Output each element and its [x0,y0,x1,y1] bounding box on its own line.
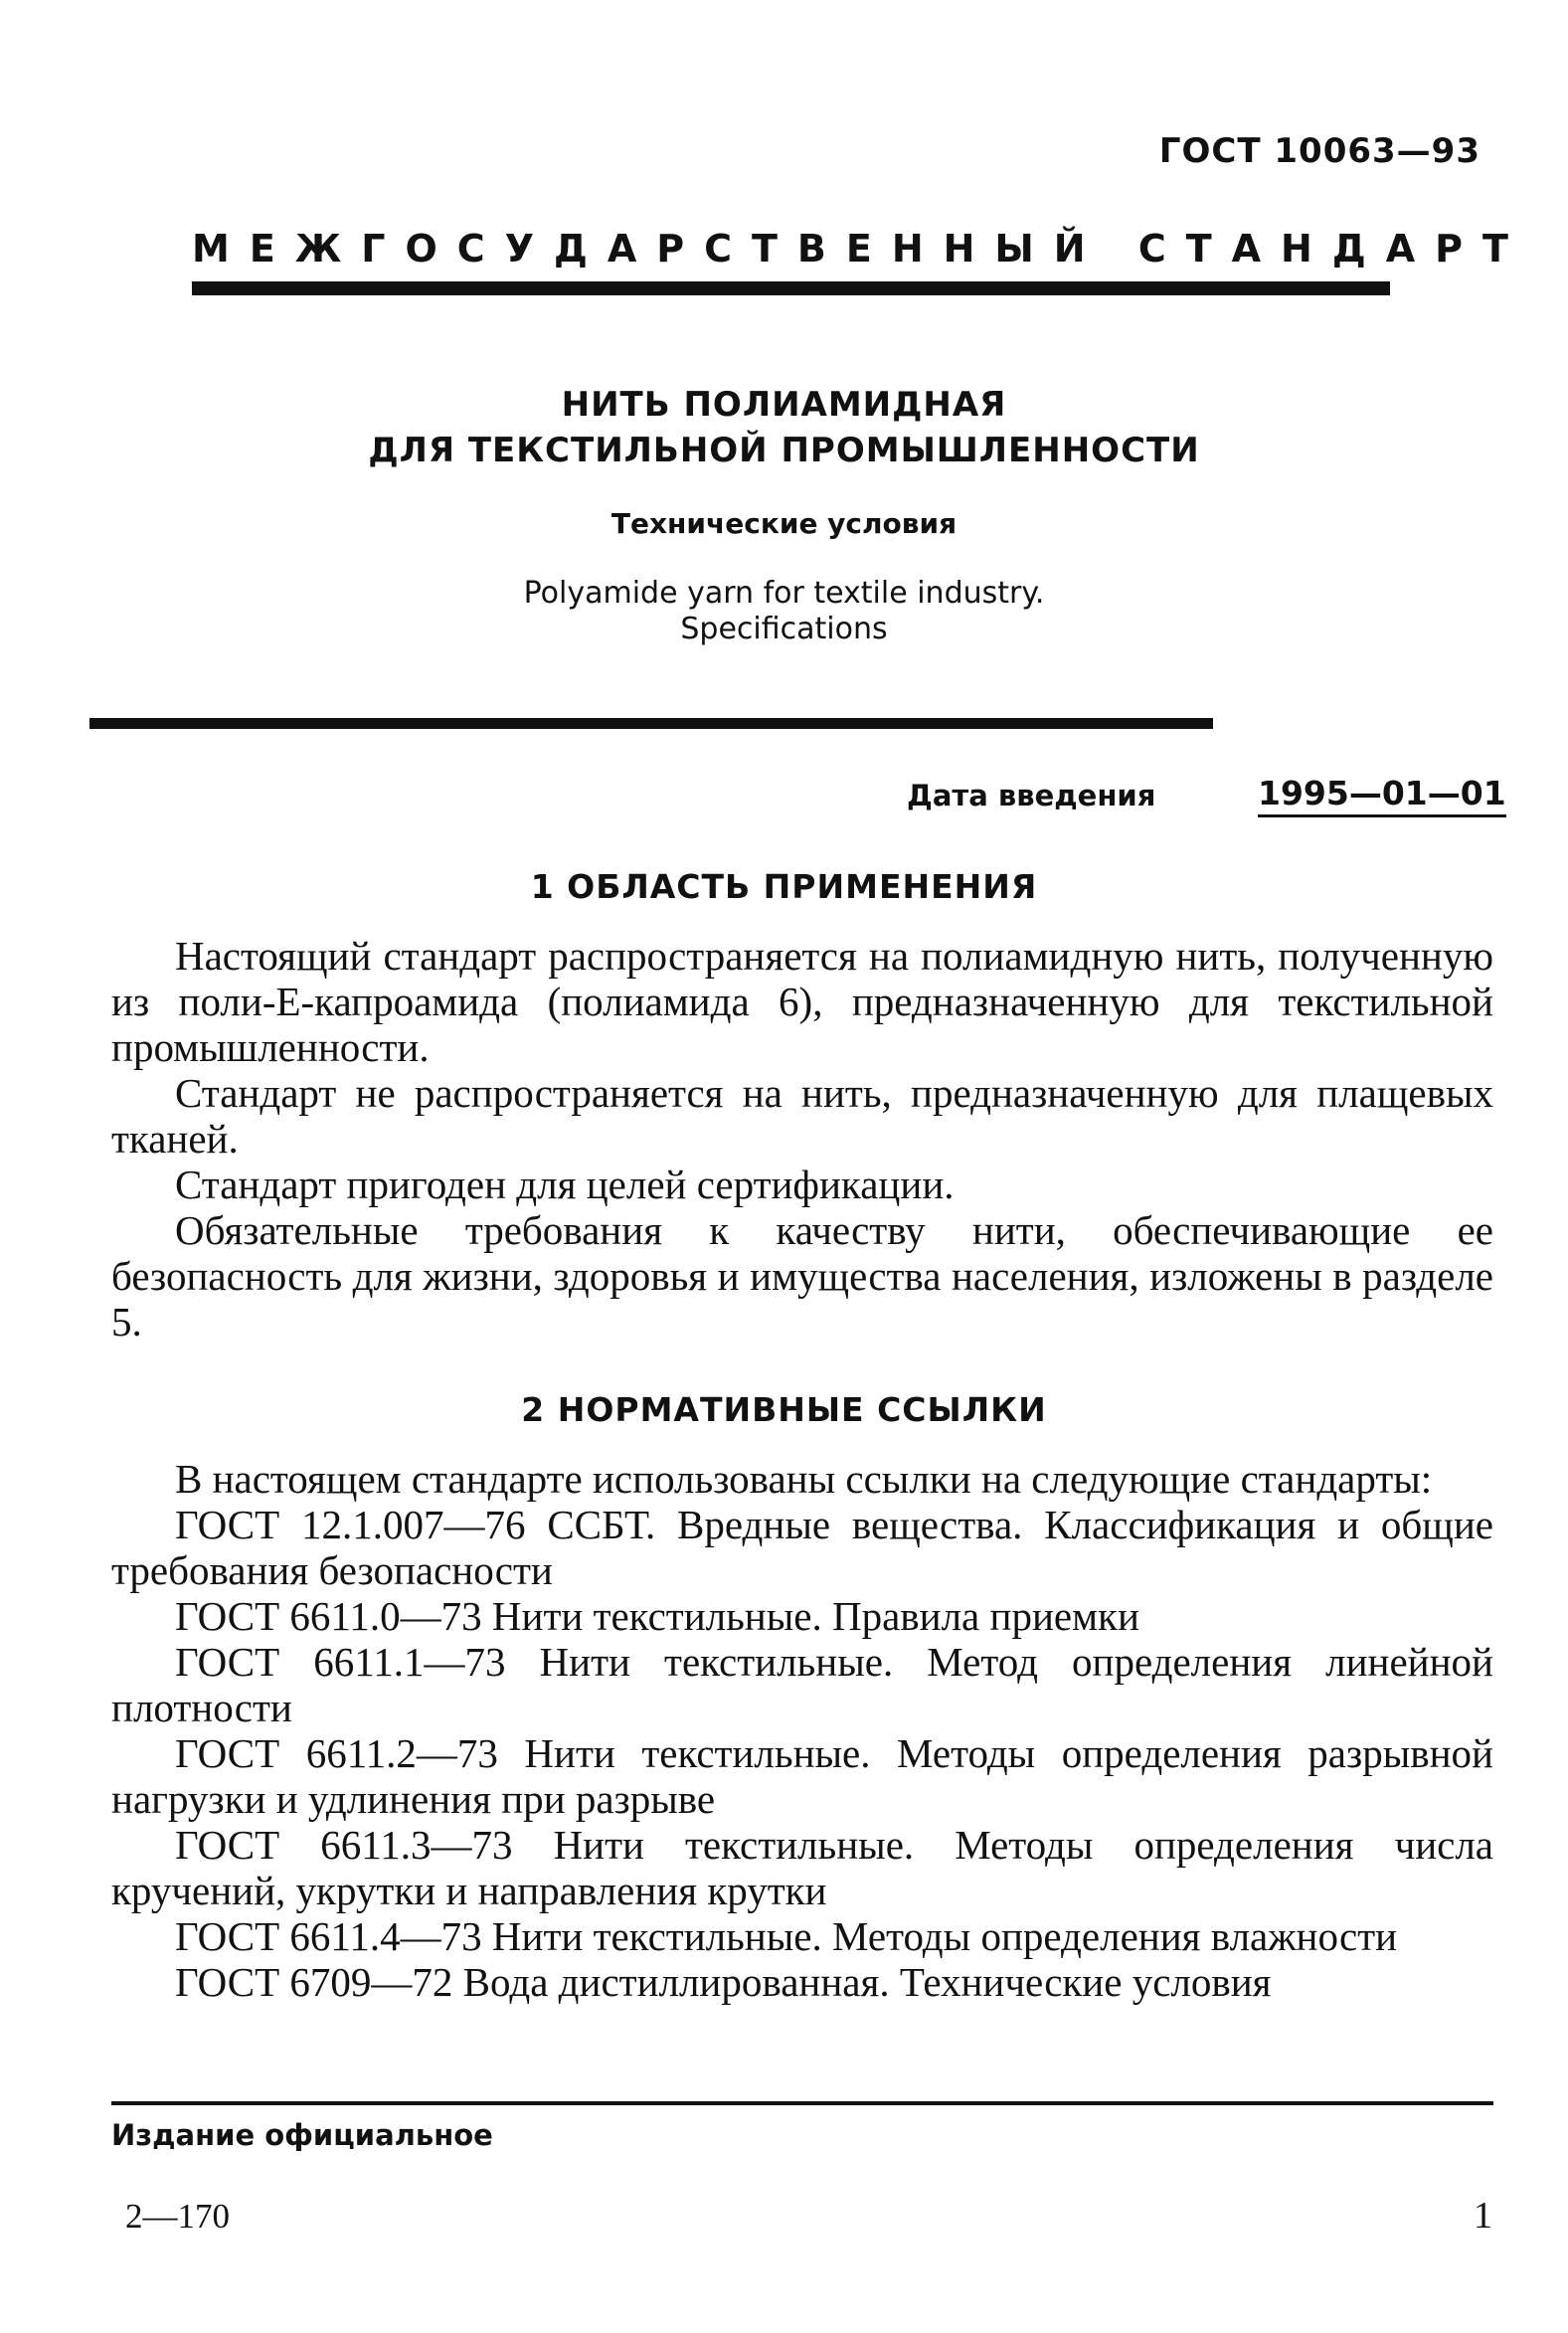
reference-entry: ГОСТ 6611.3—73 Нити текстильные. Методы определения числа кручений, укрутки и направления крутки [111,1822,1493,1913]
reference-entry: ГОСТ 6709—72 Вода дистиллированная. Технические условия [175,1959,1272,2005]
title-line-1: НИТЬ ПОЛИАМИДНАЯ [561,385,1007,425]
document-number: ГОСТ 10063—93 [1158,131,1481,171]
paragraph: Стандарт пригоден для целей сертификации. [175,1162,955,1207]
english-title-line-1: Polyamide yarn for textile industry. [523,576,1045,611]
reference-entry: ГОСТ 12.1.007—76 ССБТ. Вредные вещества. Классификация и общие требования безопасности [111,1502,1493,1593]
intro-date-label: Дата введения [907,779,1156,812]
english-title [0,576,1568,647]
reference-entry: ГОСТ 6611.2—73 Нити текстильные. Методы определения разрывной нагрузки и удлинения при разрыве [111,1730,1493,1822]
reference-entry: ГОСТ 6611.1—73 Нити текстильные. Метод определения линейной плотности [111,1639,1493,1730]
section-1-body [111,933,1493,1345]
standard-type-banner: МЕЖГОСУДАРСТВЕННЫЙ СТАНДАРТ [192,227,1528,270]
paragraph: В настоящем стандарте использованы ссылки на следующие стандарты: [175,1456,1433,1502]
title-rule-divider [89,718,1213,729]
paragraph: Стандарт не распространяется на нить, предназначенную для плащевых тканей. [111,1070,1493,1162]
section-2-body [111,1456,1493,2005]
paragraph: Настоящий стандарт распространяется на полиамидную нить, полученную из поли-Е-капроамида (полиамида 6), предназначенную для текстильной промышленности. [111,933,1493,1070]
page-number: 1 [1474,2195,1492,2237]
intro-date-value: 1995—01—01 [1258,774,1506,817]
footer-rule-divider [111,2101,1493,2105]
section-2-heading: 2 НОРМАТИВНЫЕ ССЫЛКИ [521,1390,1047,1429]
print-code: 2—170 [125,2197,230,2236]
reference-entry: ГОСТ 6611.4—73 Нити текстильные. Методы определения влажности [175,1913,1398,1959]
title-line-2: ДЛЯ ТЕКСТИЛЬНОЙ ПРОМЫШЛЕННОСТИ [368,431,1200,470]
english-title-line-2: Specifications [680,612,888,646]
section-1-heading: 1 ОБЛАСТЬ ПРИМЕНЕНИЯ [530,867,1038,906]
title-block [0,382,1568,647]
banner-rule-divider [192,281,1390,295]
edition-label: Издание официальное [111,2118,493,2152]
reference-entry: ГОСТ 6611.0—73 Нити текстильные. Правила приемки [175,1593,1139,1639]
paragraph: Обязательные требования к качеству нити, обеспечивающие ее безопасность для жизни, здоровья и имущества населения, изложены в разделе 5. [111,1207,1493,1345]
subtitle: Технические условия [610,507,958,540]
